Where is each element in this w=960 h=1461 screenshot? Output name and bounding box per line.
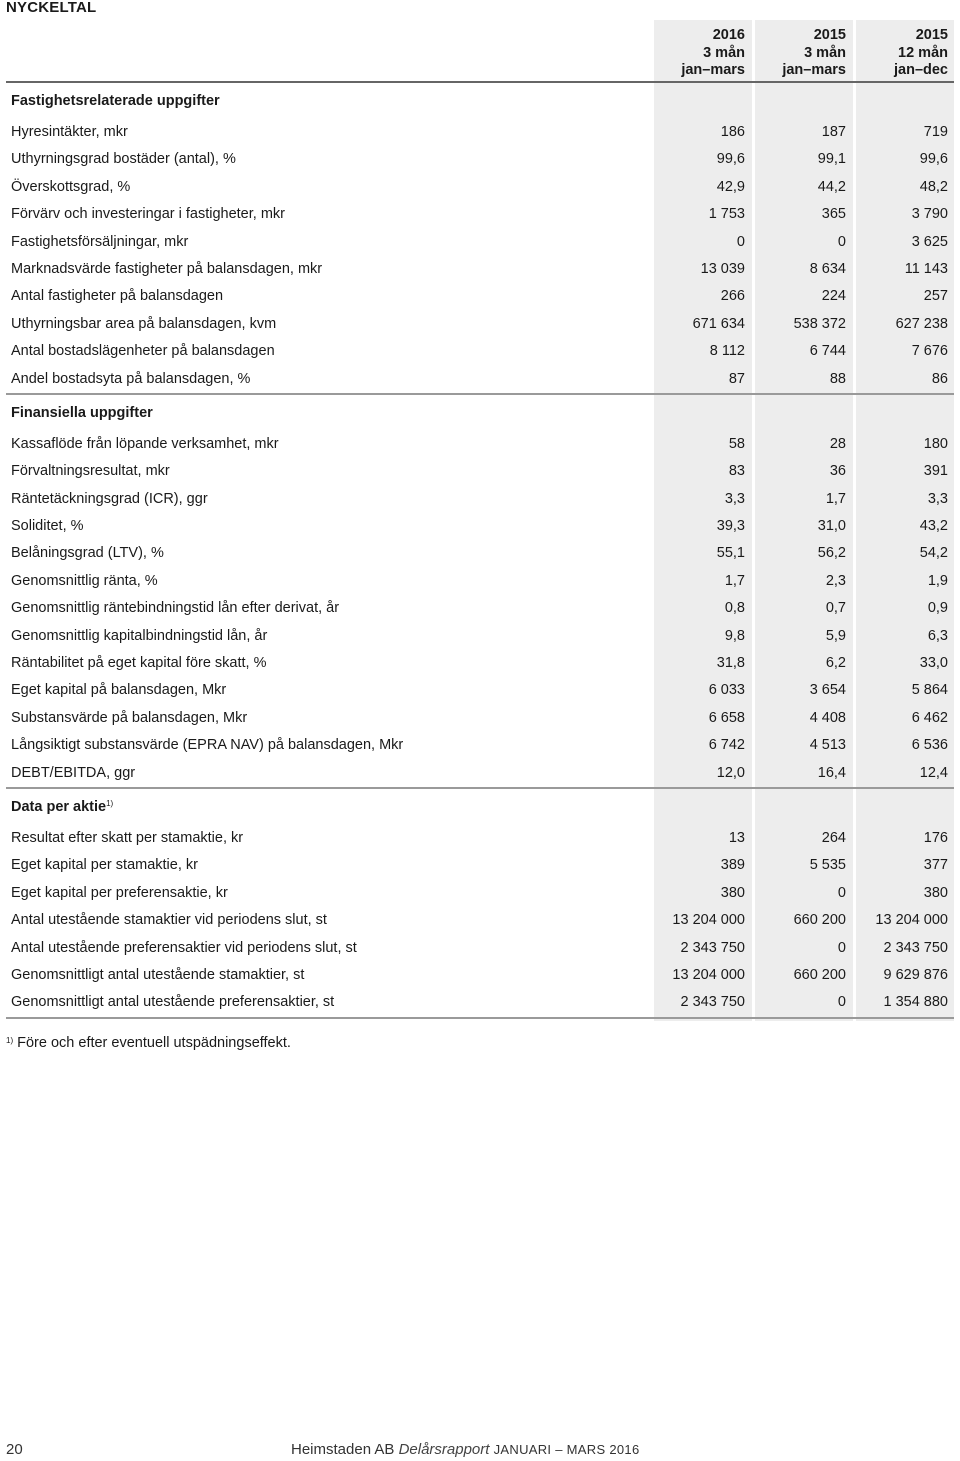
- row-value: 6 658: [708, 709, 745, 726]
- row-value: 1,7: [724, 572, 745, 589]
- row-label: Substansvärde på balansdagen, Mkr: [11, 709, 248, 726]
- row-value: 4 408: [809, 709, 846, 726]
- section-title: [6, 789, 954, 825]
- row-label: Uthyrningsgrad bostäder (antal), %: [11, 151, 236, 168]
- row-value: 377: [923, 857, 948, 874]
- section-title: Fastighetsrelaterade uppgifter: [11, 93, 220, 109]
- row-value: 13 204 000: [672, 912, 745, 929]
- row-label: Långsiktigt substansvärde (EPRA NAV) på balansdagen, Mkr: [11, 737, 404, 754]
- row-value: 12,0: [716, 764, 745, 781]
- row-value: 0: [736, 233, 745, 250]
- row-value: 6,2: [825, 655, 846, 672]
- table-row: [6, 201, 954, 228]
- row-value: 3 625: [911, 233, 948, 250]
- column-period: jan–dec: [894, 62, 948, 78]
- row-label: Belåningsgrad (LTV), %: [11, 545, 164, 562]
- row-label: Hyresintäkter, mkr: [11, 124, 128, 140]
- row-label: Genomsnittlig räntebindningstid lån efter derivat, år: [11, 600, 340, 617]
- table-row: [6, 568, 954, 595]
- table-header: [6, 20, 954, 81]
- row-value: 1,9: [927, 572, 948, 589]
- table-row: [6, 852, 954, 879]
- row-value: 5,9: [825, 627, 846, 644]
- row-value: 671 634: [692, 315, 745, 332]
- row-value: 186: [720, 124, 745, 140]
- row-value: 5 535: [809, 857, 846, 874]
- row-value: 48,2: [919, 178, 948, 195]
- row-value: 2 343 750: [680, 939, 745, 956]
- section-rows: [6, 119, 954, 393]
- row-value: 88: [829, 370, 846, 387]
- table-row: [6, 431, 954, 458]
- row-value: 0,7: [825, 600, 846, 617]
- row-value: 9,8: [724, 627, 745, 644]
- row-value: 42,9: [716, 178, 745, 195]
- table-row: [6, 825, 954, 852]
- table-row: [6, 229, 954, 256]
- key-figures-table: [6, 20, 954, 1019]
- row-value: 0: [837, 884, 846, 901]
- row-value: 6 536: [911, 737, 948, 754]
- section-title: [6, 395, 954, 431]
- row-value: 389: [720, 857, 745, 874]
- company-name: Heimstaden AB: [291, 1441, 395, 1458]
- row-value: 2 343 750: [680, 994, 745, 1011]
- table-row: [6, 458, 954, 485]
- row-value: 0,8: [724, 600, 745, 617]
- table-row: [6, 677, 954, 704]
- column-year: 2015: [813, 27, 846, 43]
- row-value: 36: [829, 463, 846, 480]
- row-label: Antal utestående stamaktier vid periodens slut, st: [11, 912, 327, 929]
- row-label: Soliditet, %: [11, 518, 84, 535]
- table-row: [6, 486, 954, 513]
- table-row: [6, 119, 954, 146]
- row-value: 56,2: [817, 545, 846, 562]
- row-value: 16,4: [817, 764, 846, 781]
- table-row: [6, 366, 954, 393]
- table-row: [6, 338, 954, 365]
- footnote-marker: 1): [106, 798, 114, 808]
- row-value: 1 753: [708, 206, 745, 223]
- column-header: [754, 27, 846, 80]
- section-title-text: Data per aktie: [11, 798, 107, 815]
- row-value: 58: [728, 435, 745, 452]
- row-value: 257: [923, 288, 948, 305]
- section-rows: [6, 825, 954, 1017]
- row-value: 44,2: [817, 178, 846, 195]
- column-year: 2016: [712, 27, 745, 43]
- row-value: 1,7: [825, 490, 846, 507]
- footnote-marker: 1): [6, 1036, 14, 1045]
- table-row: [6, 705, 954, 732]
- table-row: [6, 174, 954, 201]
- column-header: [653, 27, 745, 80]
- row-value: 224: [821, 288, 846, 305]
- table-row: [6, 880, 954, 907]
- table-row: [6, 540, 954, 567]
- row-value: 12,4: [919, 764, 948, 781]
- table-row: [6, 311, 954, 338]
- row-value: 8 112: [709, 343, 745, 360]
- row-value: 3 654: [809, 682, 846, 699]
- row-value: 83: [728, 463, 745, 480]
- row-value: 86: [931, 370, 948, 387]
- row-label: Förvaltningsresultat, mkr: [11, 463, 170, 480]
- section-rows: [6, 431, 954, 787]
- column-span: 3 mån: [703, 44, 745, 61]
- row-value: 538 372: [793, 315, 846, 332]
- footnote: [6, 1033, 291, 1053]
- table-row: [6, 962, 954, 989]
- row-value: 13 039: [700, 260, 745, 277]
- table-row: [6, 146, 954, 173]
- footer-company: [291, 1440, 639, 1460]
- row-label: Räntabilitet på eget kapital före skatt, %: [11, 655, 267, 672]
- row-value: 3,3: [927, 490, 948, 507]
- row-value: 87: [728, 370, 745, 387]
- section-financial: [6, 395, 954, 787]
- row-value: 3,3: [724, 490, 745, 507]
- row-value: 380: [720, 884, 745, 901]
- section-per-share: [6, 789, 954, 1017]
- row-label: Eget kapital på balansdagen, Mkr: [11, 682, 227, 699]
- row-value: 6,3: [927, 627, 948, 644]
- row-label: DEBT/EBITDA, ggr: [11, 764, 136, 781]
- column-period: jan–mars: [782, 62, 846, 78]
- row-value: 39,3: [716, 518, 745, 535]
- table-row: [6, 623, 954, 650]
- row-value: 99,1: [817, 151, 846, 168]
- row-value: 7 676: [911, 343, 948, 360]
- table-row: [6, 650, 954, 677]
- row-label: Genomsnittlig ränta, %: [11, 572, 158, 589]
- row-value: 660 200: [793, 912, 846, 929]
- row-value: 0,9: [927, 600, 948, 617]
- table-row: [6, 989, 954, 1016]
- row-value: 3 790: [911, 206, 948, 223]
- row-label: Uthyrningsbar area på balansdagen, kvm: [11, 315, 277, 332]
- row-label: Resultat efter skatt per stamaktie, kr: [11, 829, 244, 846]
- row-value: 2 343 750: [883, 939, 948, 956]
- row-label: Antal utestående preferensaktier vid periodens slut, st: [11, 939, 357, 956]
- row-value: 6 033: [708, 682, 745, 699]
- row-label: Fastighetsförsäljningar, mkr: [11, 233, 189, 250]
- row-label: Eget kapital per preferensaktie, kr: [11, 884, 228, 901]
- row-value: 0: [837, 939, 846, 956]
- row-label: Antal bostadslägenheter på balansdagen: [11, 343, 275, 360]
- row-value: 266: [720, 288, 745, 305]
- row-value: 13 204 000: [672, 966, 745, 983]
- row-value: 54,2: [919, 545, 948, 562]
- table-row: [6, 907, 954, 934]
- row-value: 6 742: [708, 737, 745, 754]
- row-label: Genomsnittligt antal utestående preferensaktier, st: [11, 994, 335, 1011]
- row-value: 365: [821, 206, 846, 223]
- row-value: 0: [837, 994, 846, 1011]
- table-row: [6, 760, 954, 787]
- table-row: [6, 732, 954, 759]
- table-row: [6, 935, 954, 962]
- document-name: Delårsrapport: [398, 1441, 490, 1458]
- row-value: 719: [923, 124, 948, 140]
- table-bottom-divider: [6, 1017, 954, 1019]
- row-value: 1 354 880: [883, 994, 948, 1011]
- row-value: 9 629 876: [883, 966, 948, 983]
- row-label: Överskottsgrad, %: [11, 178, 131, 195]
- row-value: 13: [728, 829, 745, 846]
- row-value: 6 462: [911, 709, 948, 726]
- page-number: 20: [6, 1441, 23, 1458]
- row-value: 176: [923, 829, 948, 846]
- row-label: Marknadsvärde fastigheter på balansdagen, mkr: [11, 260, 323, 277]
- row-value: 13 204 000: [875, 912, 948, 929]
- row-value: 31,8: [716, 655, 745, 672]
- row-label: Räntetäckningsgrad (ICR), ggr: [11, 490, 208, 507]
- row-value: 627 238: [895, 315, 948, 332]
- row-value: 33,0: [919, 655, 948, 672]
- row-value: 660 200: [793, 966, 846, 983]
- row-label: Genomsnittlig kapitalbindningstid lån, år: [11, 627, 268, 644]
- row-value: 99,6: [716, 151, 745, 168]
- row-value: 391: [923, 463, 948, 480]
- section-title-text: Finansiella uppgifter: [11, 404, 153, 421]
- row-label: Kassaflöde från löpande verksamhet, mkr: [11, 435, 279, 452]
- page-title: NYCKELTAL: [6, 0, 97, 16]
- column-period: jan–mars: [681, 62, 745, 78]
- section-property: [6, 83, 954, 393]
- row-value: 180: [923, 435, 948, 452]
- row-value: 4 513: [809, 737, 846, 754]
- column-span: 3 mån: [804, 44, 846, 61]
- row-label: Antal fastigheter på balansdagen: [11, 288, 224, 305]
- table-row: [6, 283, 954, 310]
- row-label: Eget kapital per stamaktie, kr: [11, 857, 198, 874]
- row-value: 2,3: [825, 572, 846, 589]
- row-value: 31,0: [817, 518, 846, 535]
- row-value: 11 143: [904, 260, 948, 277]
- row-value: 187: [821, 124, 846, 140]
- row-value: 380: [923, 884, 948, 901]
- footnote-text: Före och efter eventuell utspädningseffekt.: [17, 1035, 291, 1051]
- table-row: [6, 595, 954, 622]
- row-value: 99,6: [919, 151, 948, 168]
- row-value: 264: [821, 829, 846, 846]
- table-row: [6, 513, 954, 540]
- row-value: 5 864: [911, 682, 948, 699]
- row-value: 0: [837, 233, 846, 250]
- column-year: 2015: [915, 27, 948, 43]
- row-value: 28: [829, 435, 846, 452]
- row-value: 43,2: [919, 518, 948, 535]
- row-label: Genomsnittligt antal utestående stamaktier, st: [11, 966, 305, 983]
- row-label: Andel bostadsyta på balansdagen, %: [11, 370, 251, 387]
- column-span: 12 mån: [898, 44, 948, 61]
- row-value: 55,1: [716, 545, 745, 562]
- column-header: [856, 27, 948, 80]
- row-label: Förvärv och investeringar i fastigheter, mkr: [11, 206, 285, 223]
- row-value: 6 744: [809, 343, 846, 360]
- table-row: [6, 256, 954, 283]
- row-value: 8 634: [809, 260, 846, 277]
- report-period: JANUARI – MARS 2016: [493, 1442, 640, 1457]
